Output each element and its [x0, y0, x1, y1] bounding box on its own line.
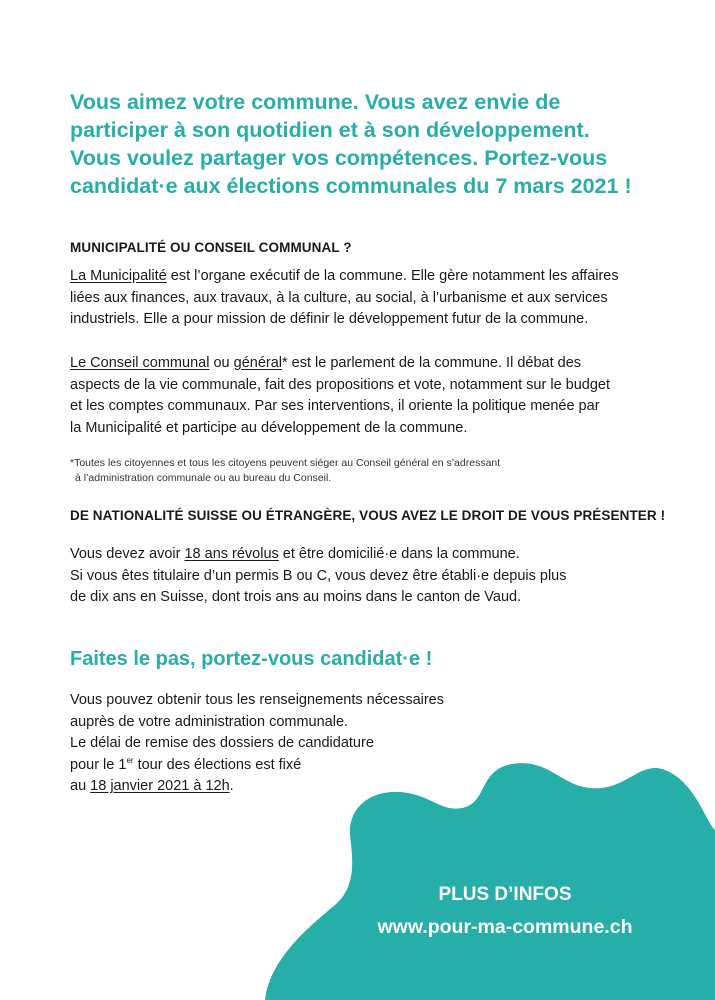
paragraph-line: aspects de la vie communale, fait des propositions et vote, notamment sur le budget	[70, 376, 611, 393]
paragraph-text: Vous devez avoir	[70, 546, 185, 562]
deadline-link[interactable]: 18 janvier 2021 à 12h	[90, 778, 230, 794]
paragraph-text: et être domicilié·e dans la commune.	[278, 546, 520, 562]
headline-line-3: Vous voulez partager vos compétences. Portez-vous	[70, 146, 608, 170]
section-title-nationalite: DE NATIONALITÉ SUISSE OU ÉTRANGÈRE, VOUS AVEZ LE DROIT DE VOUS PRÉSENTER !	[70, 508, 666, 523]
headline	[70, 88, 670, 200]
paragraph-renseignements	[70, 690, 444, 798]
website-link[interactable]: www.pour-ma-commune.ch	[377, 916, 633, 938]
footnote-line: à l’administration communale ou au bureau du Conseil.	[75, 472, 332, 484]
paragraph-line: Le délai de remise des dossiers de candidature	[70, 735, 374, 751]
paragraph-line	[70, 266, 619, 288]
paragraph-line: de dix ans en Suisse, dont trois ans au moins dans le canton de Vaud.	[70, 589, 522, 605]
paragraph-line: Vous pouvez obtenir tous les renseignements nécessaires	[70, 692, 444, 708]
paragraph-line: auprès de votre administration communale.	[70, 713, 349, 730]
conseil-communal-link[interactable]: Le Conseil communal	[70, 355, 210, 371]
paragraph-text: * est le parlement de la commune. Il débat des	[282, 355, 582, 371]
paragraph-text: tour des élections est fixé	[133, 756, 302, 773]
ordinal-suffix: er	[126, 755, 134, 765]
paragraph-line: et les comptes communaux. Par ses interventions, il oriente la politique menée par	[70, 398, 600, 414]
headline-line-4: candidat·e aux élections communales du 7 mars 2021 !	[70, 174, 632, 198]
paragraph-line: la Municipalité et participe au développement de la commune.	[70, 419, 468, 436]
paragraph-conseil	[70, 353, 610, 439]
headline-line-1: Vous aimez votre commune. Vous avez envie de	[70, 90, 561, 114]
paragraph-line: liées aux finances, aux travaux, à la culture, au social, à l’urbanisme et aux services	[70, 289, 608, 306]
paragraph-municipalite	[70, 266, 619, 331]
paragraph-line: industriels. Elle a pour mission de définir le développement futur de la commune.	[70, 311, 589, 327]
paragraph-conditions	[70, 544, 566, 609]
paragraph-line	[70, 776, 444, 798]
paragraph-line	[70, 353, 610, 375]
section-title-municipalite: MUNICIPALITÉ OU CONSEIL COMMUNAL ?	[70, 240, 352, 255]
municipalite-link[interactable]: La Municipalité	[70, 268, 167, 284]
paragraph-text: est l’organe exécutif de la commune. Elle gère notamment les affaires	[166, 268, 619, 284]
paragraph-text: .	[229, 778, 234, 794]
paragraph-line	[70, 544, 566, 566]
paragraph-text: au	[70, 778, 91, 794]
conseil-general-link[interactable]: général	[233, 355, 282, 371]
more-info-label: PLUS D’INFOS	[438, 884, 572, 905]
paragraph-text: pour le 1	[70, 756, 127, 773]
headline-line-2: participer à son quotidien et à son développement.	[70, 118, 590, 142]
paragraph-text: ou	[209, 355, 234, 371]
footnote	[70, 456, 500, 486]
footnote-line: *Toutes les citoyennes et tous les citoyens peuvent siéger au Conseil général en s’adressant	[70, 457, 501, 469]
paragraph-line	[70, 755, 444, 777]
call-to-action-heading: Faites le pas, portez-vous candidat·e !	[70, 648, 433, 670]
paragraph-line: Si vous êtes titulaire d’un permis B ou C, vous devez être établi·e depuis plus	[70, 567, 567, 584]
age-link[interactable]: 18 ans révolus	[184, 546, 279, 562]
